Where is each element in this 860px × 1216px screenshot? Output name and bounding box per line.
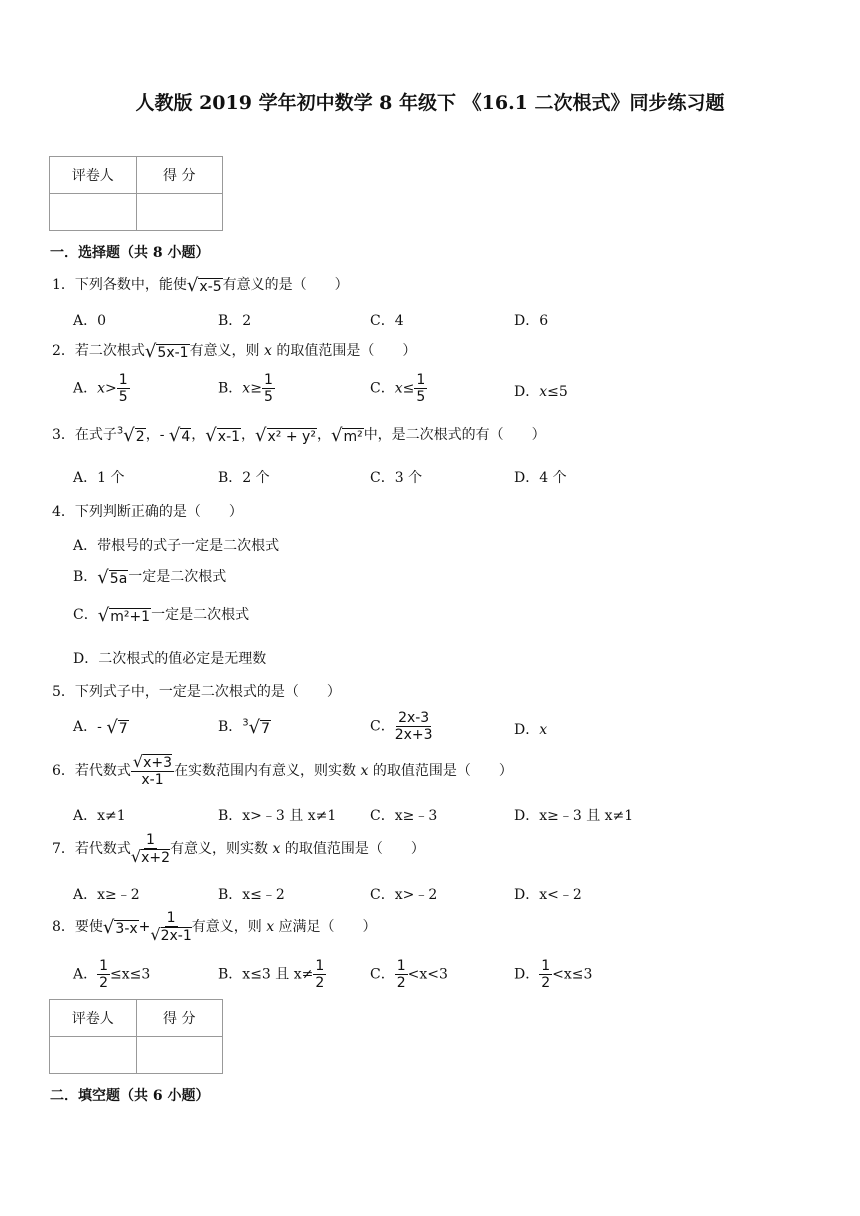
question-number: 7． (52, 841, 75, 857)
option-b[interactable] (218, 716, 271, 738)
radicand: 2x-1 (160, 928, 192, 944)
question-3: 3．在式子$^3$√2，- √4，√x-1，√x² + y²，√m²中，是二次根式的有（ ） (52, 424, 546, 446)
option-b[interactable]: B．2 个 (218, 470, 270, 486)
option-a[interactable] (73, 958, 150, 991)
radicand: 2 (135, 428, 145, 445)
fraction (395, 958, 408, 991)
option-d[interactable] (514, 958, 592, 991)
fraction (414, 372, 427, 405)
question-text: 在实数范围内有意义，则实数 (174, 763, 361, 779)
option-a[interactable]: A．带根号的式子一定是二次根式 (73, 538, 280, 554)
numerator: √x+3 (132, 752, 173, 771)
option-text: <x<3 (407, 966, 448, 983)
denominator: 2x+3 (394, 727, 433, 743)
section-heading: 一．选择题（共 8 小题） (50, 245, 210, 261)
radicand: x-5 (199, 278, 222, 295)
denominator: √x+2 (130, 847, 171, 866)
question-number: 2． (52, 343, 75, 359)
radicand: x² + y² (267, 428, 316, 445)
question-text: 的取值范围是（ ） (368, 763, 513, 779)
option-b[interactable]: B．x≤﹣2 (218, 887, 285, 903)
numerator: 1 (315, 958, 325, 974)
option-text: 一定是二次根式 (151, 607, 250, 623)
option-c[interactable]: C．x≥﹣3 (370, 808, 438, 824)
fraction (131, 754, 174, 788)
radicand: 5x-1 (157, 344, 189, 361)
question-text: 在式子 (74, 427, 117, 443)
variable: x (264, 343, 272, 359)
option-d[interactable]: D．6 (514, 313, 549, 329)
numerator: 1 (99, 958, 109, 974)
question-number: 6． (52, 763, 75, 779)
question-text: 下列式子中，一定是二次根式的是（ ） (74, 684, 341, 700)
denominator: √2x-1 (150, 925, 192, 944)
variable: x (360, 763, 369, 779)
option-text: ≤x≤3 (110, 966, 151, 983)
option-label: A． (73, 966, 98, 983)
radical: √7 (106, 716, 128, 738)
option-label: A． (73, 719, 98, 735)
fraction (97, 958, 110, 991)
score-label: 得 分 (136, 157, 223, 194)
question-1 (52, 274, 349, 296)
radicand: x+3 (143, 755, 173, 771)
numerator: 1 (118, 372, 128, 388)
radical: √m²+1 (97, 604, 151, 626)
grader-table (49, 156, 223, 231)
question-8 (52, 910, 377, 944)
denominator: 5 (416, 389, 426, 405)
numerator: 1 (396, 958, 406, 974)
question-2 (52, 340, 416, 362)
question-text: ，- (145, 427, 169, 443)
option-d[interactable]: D．二次根式的值必定是无理数 (73, 651, 267, 667)
root-index: 3 (242, 717, 249, 729)
fraction (117, 372, 130, 405)
radical: √m² (330, 424, 363, 446)
question-number: 1． (52, 277, 75, 293)
option-a[interactable]: A．1 个 (73, 470, 125, 486)
question-text: 下列判断正确的是（ ） (74, 504, 243, 520)
option-label: D． (514, 966, 540, 983)
option-c[interactable]: C．4 (370, 313, 404, 329)
option-c[interactable] (73, 604, 249, 626)
grader-table (49, 999, 223, 1074)
question-5 (52, 681, 341, 701)
variable: x (97, 380, 106, 397)
option-a[interactable]: A．x≥﹣2 (73, 887, 140, 903)
option-text: 一定是二次根式 (128, 569, 227, 585)
option-label: B． (218, 966, 243, 983)
grader-cell[interactable] (50, 194, 137, 231)
option-label: C． (370, 380, 395, 397)
radical: √7 (248, 716, 271, 738)
score-label: 得 分 (136, 1000, 223, 1037)
relation: ≥ (250, 380, 262, 397)
radical: √5x-1 (144, 340, 189, 362)
grader-label: 评卷人 (50, 1000, 137, 1037)
plus-sign: + (138, 919, 151, 935)
grader-label: 评卷人 (50, 157, 137, 194)
question-number: 5． (52, 684, 75, 700)
radical: √x² + y² (255, 424, 316, 446)
score-cell[interactable] (136, 1037, 223, 1074)
question-text: 下列各数中，能使 (74, 277, 187, 293)
option-b[interactable] (218, 958, 326, 991)
question-7 (52, 832, 425, 866)
section-heading: 二．填空题（共 6 小题） (50, 1088, 210, 1104)
radicand: m²+1 (110, 608, 151, 625)
grader-cell[interactable] (50, 1037, 137, 1074)
option-b[interactable]: B．x>﹣3 且 x≠1 (218, 808, 337, 824)
option-d[interactable]: D．x<﹣2 (514, 887, 582, 903)
question-text: 有意义，则 (189, 343, 265, 359)
question-number: 3． (52, 427, 75, 443)
radicand: 5a (109, 570, 128, 587)
option-label: C． (370, 718, 395, 735)
question-text: 要使 (74, 919, 103, 935)
denominator: 2 (396, 975, 406, 991)
radical: √2 (123, 424, 145, 446)
question-text: 应满足（ ） (274, 919, 377, 935)
option-label: D． (514, 722, 540, 738)
radicand: 3-x (115, 920, 138, 937)
score-cell[interactable] (136, 194, 223, 231)
option-d[interactable] (514, 719, 547, 739)
relation: > (105, 380, 117, 397)
question-text: 有意义的是（ ） (222, 277, 349, 293)
denominator: 5 (263, 389, 273, 405)
option-a[interactable] (73, 372, 130, 405)
variable: x (272, 841, 281, 857)
fraction (539, 958, 552, 991)
variable: x (539, 384, 548, 400)
denominator: 2 (99, 975, 109, 991)
option-label: C． (370, 966, 395, 983)
numerator: 1 (166, 910, 176, 926)
numerator: 1 (541, 958, 551, 974)
question-number: 4． (52, 504, 75, 520)
root-index: 3 (116, 425, 124, 437)
question-6 (52, 754, 513, 788)
radicand: x+2 (141, 850, 171, 866)
question-text: 有意义，则 (191, 919, 267, 935)
option-label: A． (73, 380, 98, 397)
option-c[interactable] (370, 710, 433, 743)
variable: x (394, 380, 403, 397)
numerator: 1 (416, 372, 426, 388)
question-number: 8． (52, 919, 75, 935)
fraction (262, 372, 275, 405)
option-label: C． (73, 607, 98, 623)
radical: √x-1 (205, 424, 241, 446)
option-text: <x≤3 (552, 966, 593, 983)
radical: √5a (97, 566, 128, 588)
option-d[interactable] (514, 381, 568, 401)
option-a[interactable]: A．x≠1 (73, 808, 126, 824)
question-text: 的取值范围是（ ） (271, 343, 417, 359)
option-d[interactable]: D．x≥﹣3 且 x≠1 (514, 808, 634, 824)
relation: ≤5 (547, 384, 568, 400)
denominator: 5 (118, 389, 128, 405)
denominator: 2 (315, 975, 325, 991)
option-a[interactable] (73, 716, 129, 738)
option-b[interactable]: B．2 (218, 313, 252, 329)
option-b[interactable] (218, 372, 275, 405)
fraction (150, 910, 191, 944)
numerator: 1 (146, 832, 155, 848)
option-label: D． (514, 384, 540, 400)
denominator: 2 (541, 975, 551, 991)
option-c[interactable] (370, 958, 448, 991)
question-4 (52, 501, 243, 521)
numerator: 1 (263, 372, 273, 388)
fraction (131, 832, 170, 866)
fraction (395, 710, 433, 743)
radicand: 4 (181, 428, 191, 445)
fraction (313, 958, 326, 991)
option-d[interactable]: D．4 个 (514, 470, 567, 486)
sign: - (97, 719, 107, 735)
relation: ≤ (402, 380, 415, 397)
option-label: B． (218, 380, 243, 397)
radical: √x-5 (186, 274, 222, 296)
variable: x (539, 722, 548, 738)
radicand: 7 (261, 720, 271, 737)
option-c[interactable]: C．x>﹣2 (370, 887, 438, 903)
option-c[interactable]: C．3 个 (370, 470, 423, 486)
question-text: 若代数式 (74, 763, 131, 779)
radical: √3-x (102, 916, 138, 938)
variable: x (242, 380, 251, 397)
radicand: m² (343, 428, 363, 445)
question-text: 的取值范围是（ ） (280, 841, 425, 857)
radicand: 7 (118, 720, 128, 737)
option-b[interactable] (73, 566, 226, 588)
question-text: 有意义，则实数 (170, 841, 273, 857)
radicand: x-1 (217, 428, 241, 445)
denominator: x-1 (141, 772, 164, 788)
option-c[interactable] (370, 372, 427, 405)
question-text: 若二次根式 (74, 343, 145, 359)
option-text: x≤3 且 x≠ (242, 966, 314, 983)
page-title: 人教版 2019 学年初中数学 8 年级下 《16.1 二次根式》同步练习题 (135, 92, 725, 114)
question-text: 中，是二次根式的有（ ） (363, 427, 546, 443)
option-label: B． (73, 569, 98, 585)
variable: x (266, 919, 275, 935)
option-label: B． (218, 719, 243, 735)
question-text: 若代数式 (74, 841, 131, 857)
radical: √4 (168, 424, 191, 446)
option-a[interactable]: A．0 (73, 313, 107, 329)
numerator: 2x-3 (398, 710, 430, 726)
